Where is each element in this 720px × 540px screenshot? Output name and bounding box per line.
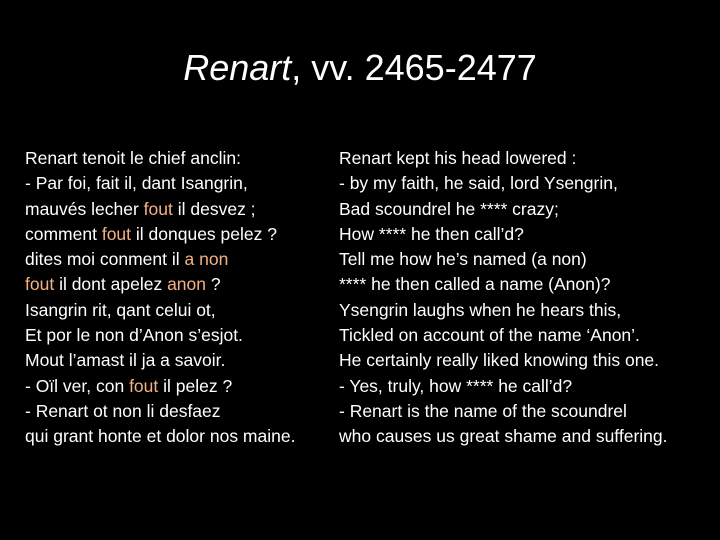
old-french-line [25, 146, 295, 171]
old-french-line [25, 247, 295, 272]
highlighted-word: fout [129, 375, 159, 396]
verse-text: Et por le non d’Anon s’esjot. [25, 325, 243, 346]
old-french-line [25, 399, 295, 424]
old-french-line [25, 348, 295, 373]
old-french-column [25, 146, 295, 450]
old-french-line [25, 222, 295, 247]
english-line: - Renart is the name of the scoundrel [339, 400, 627, 421]
verse-text: - Renart ot non li desfaez [25, 400, 221, 421]
verse-text: dites moi conment il [25, 249, 185, 270]
verse-text: il donques pelez ? [131, 223, 277, 244]
highlighted-word: fout [101, 223, 132, 244]
highlighted-word: fout [25, 274, 55, 295]
verse-text: Mout l’amast il ja a savoir. [25, 350, 226, 371]
english-line: Ysengrin laughs when he hears this, [339, 299, 622, 320]
old-french-line [25, 323, 295, 348]
english-line: Renart kept his head lowered : [339, 148, 577, 168]
highlighted-word: anon [167, 274, 206, 295]
title-work-name: Renart [183, 47, 292, 88]
highlighted-word: a non [184, 249, 229, 270]
verse-text: il dont apelez [54, 274, 168, 295]
title-verse-range: , vv. 2465-2477 [291, 47, 537, 88]
english-line: **** he then called a name (Anon)? [339, 274, 611, 295]
english-line: How **** he then call’d? [339, 223, 524, 244]
verse-text: qui grant honte et dolor nos maine. [25, 426, 296, 447]
english-line: Tell me how he’s named (a non) [339, 249, 587, 270]
verse-text: comment [25, 223, 102, 244]
verse-text: Renart tenoit le chief anclin: [25, 148, 241, 168]
english-line: Tickled on account of the name ‘Anon’. [339, 325, 640, 346]
old-french-line [25, 272, 295, 297]
verse-text: il pelez ? [158, 375, 233, 396]
english-line: - by my faith, he said, lord Ysengrin, [339, 173, 618, 194]
english-line: who causes us great shame and suffering. [339, 426, 668, 447]
old-french-line [25, 424, 295, 449]
verse-text: - Par foi, fait il, dant Isangrin, [25, 173, 248, 194]
english-translation-column [339, 146, 667, 450]
verse-text: Isangrin rit, qant celui ot, [25, 299, 216, 320]
old-french-line [25, 197, 295, 222]
old-french-line [25, 374, 295, 399]
english-line: - Yes, truly, how **** he call’d? [339, 375, 573, 396]
english-line: He certainly really liked knowing this one. [339, 350, 660, 371]
verse-text: ? [206, 274, 221, 295]
verse-text: - Oïl ver, con [25, 375, 130, 396]
slide-title [0, 46, 720, 90]
verse-text: mauvés lecher [25, 198, 144, 219]
highlighted-word: fout [143, 198, 173, 219]
english-line: Bad scoundrel he **** crazy; [339, 198, 559, 219]
verse-text: il desvez ; [172, 198, 256, 219]
old-french-line [25, 171, 295, 196]
old-french-line [25, 298, 295, 323]
